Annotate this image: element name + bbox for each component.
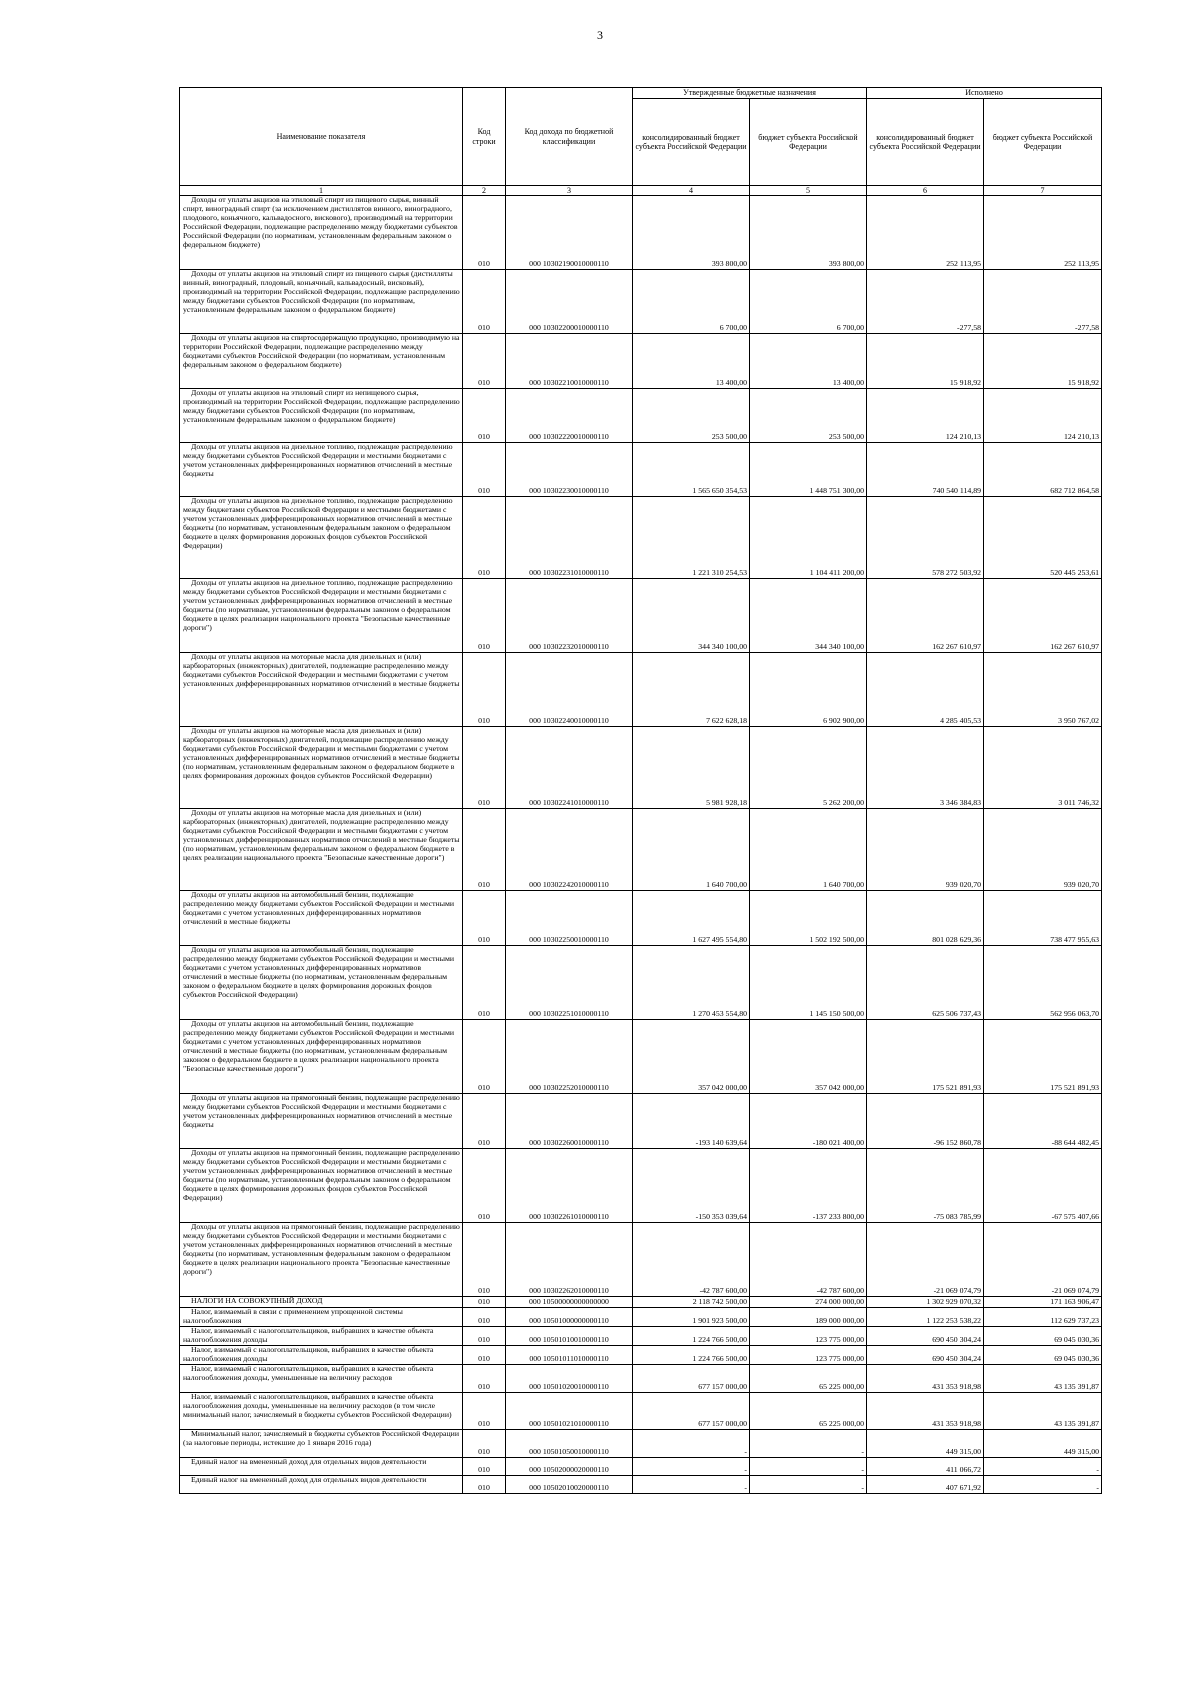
line-code-cell: 010 [463, 1458, 506, 1476]
kbk-cell: 000 10302190010000110 [506, 196, 633, 270]
line-code-cell: 010 [463, 809, 506, 891]
table-row [180, 1094, 1102, 1149]
executed-consolidated-cell: 175 521 891,93 [867, 1020, 984, 1094]
indicator-name-cell [180, 1346, 463, 1365]
table-row [180, 443, 1102, 497]
indicator-name-cell [180, 497, 463, 579]
kbk-cell: 000 10302260010000110 [506, 1094, 633, 1149]
approved-consolidated-cell: 13 400,00 [633, 334, 750, 389]
table-row [180, 270, 1102, 334]
indicator-name-cell [180, 1297, 463, 1308]
page-number: 3 [597, 28, 603, 42]
kbk-cell: 000 10302220010000110 [506, 389, 633, 443]
executed-subject-cell: 162 267 610,97 [984, 579, 1102, 653]
indicator-name-cell [180, 1458, 463, 1476]
approved-consolidated-cell: 1 627 495 554,80 [633, 891, 750, 946]
executed-consolidated-cell: 431 353 918,98 [867, 1365, 984, 1393]
indicator-name: Налог, взимаемый с налогоплательщиков, выбравших в качестве объекта налогообложения доходы, уменьшенные на величину расходов [183, 1364, 434, 1383]
table-row [180, 1149, 1102, 1223]
kbk-cell: 000 10502000020000110 [506, 1458, 633, 1476]
executed-consolidated-cell: 124 210,13 [867, 389, 984, 443]
indicator-name: Доходы от уплаты акцизов на этиловый спирт из непищевого сырья, производимый на территории Российской Федерации, подлежащие распределению между бюджетами субъектов Российской Федерации (по нормативам, установленным федеральным законом о федеральном бюджете) [183, 388, 460, 425]
indicator-name: Налог, взимаемый с налогоплательщиков, выбравших в качестве объекта налогообложения доходы [183, 1345, 434, 1364]
line-code-cell: 010 [463, 1346, 506, 1365]
executed-subject-cell: 175 521 891,93 [984, 1020, 1102, 1094]
column-number: 5 [750, 186, 867, 196]
executed-subject-cell: - [984, 1476, 1102, 1494]
executed-subject-cell: 15 918,92 [984, 334, 1102, 389]
approved-consolidated-cell: 1 565 650 354,53 [633, 443, 750, 497]
executed-consolidated-cell: 15 918,92 [867, 334, 984, 389]
executed-subject-cell: 112 629 737,23 [984, 1308, 1102, 1327]
column-number: 1 [180, 186, 463, 196]
indicator-name-cell [180, 1393, 463, 1430]
column-number: 3 [506, 186, 633, 196]
approved-consolidated-cell: -42 787 600,00 [633, 1223, 750, 1297]
line-code-cell: 010 [463, 727, 506, 809]
executed-subject-cell: 252 113,95 [984, 196, 1102, 270]
executed-consolidated-cell: 252 113,95 [867, 196, 984, 270]
line-code-cell: 010 [463, 443, 506, 497]
indicator-name: Налог, взимаемый в связи с применением упрощенной системы налогообложения [183, 1307, 403, 1326]
line-code-cell: 010 [463, 270, 506, 334]
indicator-name: Доходы от уплаты акцизов на автомобильный бензин, подлежащие распределению между бюджетами субъектов Российской Федерации и местными бюджетами с учетом установленных дифференцированных нормативов отчислений в местные бюджеты (по нормативам, установленным федеральным законом о федеральном бюджете в целях реализации национального проекта "Безопасные качественные дороги") [183, 1019, 455, 1073]
executed-subject-cell: 43 135 391,87 [984, 1365, 1102, 1393]
table-row [180, 497, 1102, 579]
approved-consolidated-cell: 6 700,00 [633, 270, 750, 334]
indicator-name-cell [180, 946, 463, 1020]
approved-consolidated-cell: - [633, 1430, 750, 1458]
approved-subject-cell: 65 225 000,00 [750, 1393, 867, 1430]
table-row [180, 1365, 1102, 1393]
table-row [180, 389, 1102, 443]
column-number: 2 [463, 186, 506, 196]
kbk-cell: 000 10501021010000110 [506, 1393, 633, 1430]
approved-subject-cell: 1 145 150 500,00 [750, 946, 867, 1020]
line-code-cell: 010 [463, 1430, 506, 1458]
approved-subject-cell: 123 775 000,00 [750, 1327, 867, 1346]
kbk-cell: 000 10302240010000110 [506, 653, 633, 727]
kbk-cell: 000 10302250010000110 [506, 891, 633, 946]
indicator-name-cell [180, 579, 463, 653]
table-row [180, 1308, 1102, 1327]
header-executed-group: Исполнено [867, 88, 1102, 99]
kbk-cell: 000 10302262010000110 [506, 1223, 633, 1297]
kbk-cell: 000 10302210010000110 [506, 334, 633, 389]
header-approved-subject: бюджет субъекта Российской Федерации [750, 99, 867, 186]
executed-consolidated-cell: 690 450 304,24 [867, 1327, 984, 1346]
executed-consolidated-cell: 1 122 253 538,22 [867, 1308, 984, 1327]
approved-subject-cell: -180 021 400,00 [750, 1094, 867, 1149]
indicator-name-cell [180, 443, 463, 497]
executed-consolidated-cell: 1 302 929 070,32 [867, 1297, 984, 1308]
indicator-name: Доходы от уплаты акцизов на моторные масла для дизельных и (или) карбюраторных (инжекторных) двигателей, подлежащие распределению между бюджетами субъектов Российской Федерации и местными бюджетами с учетом установленных дифференцированных нормативов отчислений в местные бюджеты [183, 652, 460, 689]
kbk-cell: 000 10501050010000110 [506, 1430, 633, 1458]
budget-execution-table [179, 87, 1102, 1494]
approved-consolidated-cell: 5 981 928,18 [633, 727, 750, 809]
header-name: Наименование показателя [180, 88, 463, 186]
executed-subject-cell: 3 011 746,32 [984, 727, 1102, 809]
executed-subject-cell: 738 477 955,63 [984, 891, 1102, 946]
approved-consolidated-cell: 253 500,00 [633, 389, 750, 443]
column-number: 7 [984, 186, 1102, 196]
indicator-name: Минимальный налог, зачисляемый в бюджеты субъектов Российской Федерации (за налоговые периоды, истекшие до 1 января 2016 года) [183, 1429, 460, 1448]
table-row [180, 1430, 1102, 1458]
approved-consolidated-cell: 344 340 100,00 [633, 579, 750, 653]
approved-consolidated-cell: 393 800,00 [633, 196, 750, 270]
line-code-cell: 010 [463, 891, 506, 946]
line-code-cell: 010 [463, 946, 506, 1020]
approved-subject-cell: 1 502 192 500,00 [750, 891, 867, 946]
line-code-cell: 010 [463, 1223, 506, 1297]
approved-consolidated-cell: 1 224 766 500,00 [633, 1346, 750, 1365]
kbk-cell: 000 10302230010000110 [506, 443, 633, 497]
approved-consolidated-cell: 1 270 453 554,80 [633, 946, 750, 1020]
executed-consolidated-cell: -96 152 860,78 [867, 1094, 984, 1149]
line-code-cell: 010 [463, 1393, 506, 1430]
executed-consolidated-cell: 411 066,72 [867, 1458, 984, 1476]
table-row [180, 1476, 1102, 1494]
indicator-name: Налог, взимаемый с налогоплательщиков, выбравших в качестве объекта налогообложения доходы, уменьшенные на величину расходов (в том числе минимальный налог, зачисляемый в бюджеты субъектов Российской Федерации) [183, 1392, 452, 1420]
indicator-name-cell [180, 334, 463, 389]
indicator-name-cell [180, 891, 463, 946]
kbk-cell: 000 10302200010000110 [506, 270, 633, 334]
header-approved-consolidated: консолидированный бюджет субъекта Российской Федерации [633, 99, 750, 186]
line-code-cell: 010 [463, 1327, 506, 1346]
approved-subject-cell: 357 042 000,00 [750, 1020, 867, 1094]
executed-consolidated-cell: -75 083 785,99 [867, 1149, 984, 1223]
executed-subject-cell: 520 445 253,61 [984, 497, 1102, 579]
approved-consolidated-cell: 1 221 310 254,53 [633, 497, 750, 579]
executed-consolidated-cell: 449 315,00 [867, 1430, 984, 1458]
indicator-name: Единый налог на вмененный доход для отдельных видов деятельности [191, 1457, 427, 1467]
line-code-cell: 010 [463, 1365, 506, 1393]
approved-subject-cell: - [750, 1458, 867, 1476]
indicator-name: Доходы от уплаты акцизов на моторные масла для дизельных и (или) карбюраторных (инжекторных) двигателей, подлежащие распределению между бюджетами субъектов Российской Федерации и местными бюджетами с учетом установленных дифференцированных нормативов отчислений в местные бюджеты (по нормативам, установленным федеральным законом о федеральном бюджете в целях формирования дорожных фондов субъектов Российской Федерации) [183, 726, 460, 780]
executed-consolidated-cell: 939 020,70 [867, 809, 984, 891]
approved-subject-cell: 189 000 000,00 [750, 1308, 867, 1327]
approved-subject-cell: - [750, 1476, 867, 1494]
header-executed-consolidated: консолидированный бюджет субъекта Российской Федерации [867, 99, 984, 186]
executed-consolidated-cell: 578 272 503,92 [867, 497, 984, 579]
line-code-cell: 010 [463, 1297, 506, 1308]
kbk-cell: 000 10501010010000110 [506, 1327, 633, 1346]
indicator-name: Доходы от уплаты акцизов на этиловый спирт из пищевого сырья, винный спирт, виноградный спирт (за исключением дистиллятов винного, виноградного, плодового, коньячного, кальвадосного, вискового), производимый на территории Российской Федерации, подлежащие распределению между бюджетами субъектов Российской Федерации (по нормативам, установленным федеральным законом о федеральном бюджете) [183, 195, 458, 249]
indicator-name-cell [180, 727, 463, 809]
approved-consolidated-cell: 1 901 923 500,00 [633, 1308, 750, 1327]
kbk-cell: 000 10501011010000110 [506, 1346, 633, 1365]
table-row [180, 1327, 1102, 1346]
executed-subject-cell: -88 644 482,45 [984, 1094, 1102, 1149]
approved-subject-cell: -42 787 600,00 [750, 1223, 867, 1297]
kbk-cell: 000 10502010020000110 [506, 1476, 633, 1494]
indicator-name: Единый налог на вмененный доход для отдельных видов деятельности [191, 1475, 427, 1485]
table-row [180, 891, 1102, 946]
header-line-code: Код строки [463, 88, 506, 186]
table-row [180, 1020, 1102, 1094]
executed-subject-cell: 69 045 030,36 [984, 1346, 1102, 1365]
executed-subject-cell: 682 712 864,58 [984, 443, 1102, 497]
indicator-name: Доходы от уплаты акцизов на дизельное топливо, подлежащие распределению между бюджетами субъектов Российской Федерации и местными бюджетами с учетом установленных дифференцированных нормативов отчислений в местные бюджеты (по нормативам, установленным федеральным законом о федеральном бюджете в целях реализации национального проекта "Безопасные качественные дороги") [183, 578, 453, 632]
indicator-name-cell [180, 1094, 463, 1149]
executed-consolidated-cell: -277,58 [867, 270, 984, 334]
indicator-name: НАЛОГИ НА СОВОКУПНЫЙ ДОХОД [191, 1296, 323, 1306]
approved-consolidated-cell: - [633, 1476, 750, 1494]
approved-subject-cell: 65 225 000,00 [750, 1365, 867, 1393]
executed-subject-cell: 939 020,70 [984, 809, 1102, 891]
approved-subject-cell: 1 640 700,00 [750, 809, 867, 891]
approved-consolidated-cell: 677 157 000,00 [633, 1393, 750, 1430]
executed-consolidated-cell: 690 450 304,24 [867, 1346, 984, 1365]
executed-consolidated-cell: 801 028 629,36 [867, 891, 984, 946]
approved-subject-cell: 274 000 000,00 [750, 1297, 867, 1308]
approved-subject-cell: - [750, 1430, 867, 1458]
kbk-cell: 000 10302232010000110 [506, 579, 633, 653]
executed-subject-cell: - [984, 1458, 1102, 1476]
approved-subject-cell: 253 500,00 [750, 389, 867, 443]
indicator-name-cell [180, 270, 463, 334]
approved-subject-cell: 5 262 200,00 [750, 727, 867, 809]
indicator-name-cell [180, 809, 463, 891]
executed-subject-cell: 3 950 767,02 [984, 653, 1102, 727]
line-code-cell: 010 [463, 653, 506, 727]
indicator-name: Доходы от уплаты акцизов на автомобильный бензин, подлежащие распределению между бюджетами субъектов Российской Федерации и местными бюджетами с учетом установленных дифференцированных нормативов отчислений в местные бюджеты [183, 890, 455, 927]
indicator-name-cell [180, 653, 463, 727]
indicator-name-cell [180, 1430, 463, 1458]
line-code-cell: 010 [463, 1020, 506, 1094]
line-code-cell: 010 [463, 1094, 506, 1149]
column-number-row [180, 186, 1102, 196]
kbk-cell: 000 10302242010000110 [506, 809, 633, 891]
executed-subject-cell: 69 045 030,36 [984, 1327, 1102, 1346]
indicator-name-cell [180, 1327, 463, 1346]
indicator-name: Доходы от уплаты акцизов на прямогонный бензин, подлежащие распределению между бюджетами субъектов Российской Федерации и местными бюджетами с учетом установленных дифференцированных нормативов отчислений в местные бюджеты [183, 1093, 460, 1130]
indicator-name: Налог, взимаемый с налогоплательщиков, выбравших в качестве объекта налогообложения доходы [183, 1326, 434, 1345]
table-body [180, 196, 1102, 1494]
line-code-cell: 010 [463, 334, 506, 389]
line-code-cell: 010 [463, 1308, 506, 1327]
approved-subject-cell: 123 775 000,00 [750, 1346, 867, 1365]
executed-subject-cell: -277,58 [984, 270, 1102, 334]
approved-consolidated-cell: 1 640 700,00 [633, 809, 750, 891]
table-row [180, 1393, 1102, 1430]
indicator-name: Доходы от уплаты акцизов на дизельное топливо, подлежащие распределению между бюджетами субъектов Российской Федерации и местными бюджетами с учетом установленных дифференцированных нормативов отчислений в местные бюджеты (по нормативам, установленным федеральным законом о федеральном бюджете в целях формирования дорожных фондов субъектов Российской Федерации) [183, 496, 453, 550]
indicator-name: Доходы от уплаты акцизов на дизельное топливо, подлежащие распределению между бюджетами субъектов Российской Федерации и местными бюджетами с учетом установленных дифференцированных нормативов отчислений в местные бюджеты [183, 442, 453, 479]
kbk-cell: 000 10500000000000000 [506, 1297, 633, 1308]
table-row [180, 1458, 1102, 1476]
approved-subject-cell: 6 902 900,00 [750, 653, 867, 727]
approved-consolidated-cell: 2 118 742 500,00 [633, 1297, 750, 1308]
kbk-cell: 000 10302252010000110 [506, 1020, 633, 1094]
table-row [180, 809, 1102, 891]
approved-subject-cell: -137 233 800,00 [750, 1149, 867, 1223]
approved-consolidated-cell: 677 157 000,00 [633, 1365, 750, 1393]
indicator-name: Доходы от уплаты акцизов на автомобильный бензин, подлежащие распределению между бюджетами субъектов Российской Федерации и местными бюджетами с учетом установленных дифференцированных нормативов отчислений в местные бюджеты (по нормативам, установленным федеральным законом о федеральном бюджете в целях формирования дорожных фондов субъектов Российской Федерации) [183, 945, 455, 999]
indicator-name: Доходы от уплаты акцизов на моторные масла для дизельных и (или) карбюраторных (инжекторных) двигателей, подлежащие распределению между бюджетами субъектов Российской Федерации и местными бюджетами с учетом установленных дифференцированных нормативов отчислений в местные бюджеты (по нормативам, установленным федеральным законом о федеральном бюджете в целях реализации национального проекта "Безопасные качественные дороги") [183, 808, 460, 862]
table-row [180, 579, 1102, 653]
approved-subject-cell: 393 800,00 [750, 196, 867, 270]
line-code-cell: 010 [463, 579, 506, 653]
executed-subject-cell: 43 135 391,87 [984, 1393, 1102, 1430]
kbk-cell: 000 10302241010000110 [506, 727, 633, 809]
kbk-cell: 000 10302261010000110 [506, 1149, 633, 1223]
approved-subject-cell: 13 400,00 [750, 334, 867, 389]
line-code-cell: 010 [463, 1476, 506, 1494]
executed-subject-cell: 171 163 906,47 [984, 1297, 1102, 1308]
indicator-name-cell [180, 389, 463, 443]
approved-consolidated-cell: -150 353 039,64 [633, 1149, 750, 1223]
table-row [180, 946, 1102, 1020]
indicator-name-cell [180, 1149, 463, 1223]
approved-consolidated-cell: 1 224 766 500,00 [633, 1327, 750, 1346]
executed-subject-cell: -21 069 074,79 [984, 1223, 1102, 1297]
approved-consolidated-cell: 357 042 000,00 [633, 1020, 750, 1094]
kbk-cell: 000 10501000000000110 [506, 1308, 633, 1327]
executed-subject-cell: -67 575 407,66 [984, 1149, 1102, 1223]
column-number: 6 [867, 186, 984, 196]
indicator-name-cell [180, 196, 463, 270]
line-code-cell: 010 [463, 1149, 506, 1223]
line-code-cell: 010 [463, 196, 506, 270]
approved-subject-cell: 6 700,00 [750, 270, 867, 334]
executed-subject-cell: 562 956 063,70 [984, 946, 1102, 1020]
indicator-name: Доходы от уплаты акцизов на прямогонный бензин, подлежащие распределению между бюджетами субъектов Российской Федерации и местными бюджетами с учетом установленных дифференцированных нормативов отчислений в местные бюджеты (по нормативам, установленным федеральным законом о федеральном бюджете в целях формирования дорожных фондов субъектов Российской Федерации) [183, 1148, 460, 1202]
table-row [180, 1297, 1102, 1308]
header-kbk: Код дохода по бюджетной классификации [506, 88, 633, 186]
approved-consolidated-cell: - [633, 1458, 750, 1476]
executed-subject-cell: 449 315,00 [984, 1430, 1102, 1458]
table-row [180, 1346, 1102, 1365]
executed-consolidated-cell: 162 267 610,97 [867, 579, 984, 653]
indicator-name: Доходы от уплаты акцизов на спиртосодержащую продукцию, производимую на территории Российской Федерации, подлежащие распределению между бюджетами субъектов Российской Федерации (по нормативам, установленным федеральным законом о федеральном бюджете) [183, 333, 460, 370]
executed-consolidated-cell: 407 671,92 [867, 1476, 984, 1494]
kbk-cell: 000 10302251010000110 [506, 946, 633, 1020]
executed-subject-cell: 124 210,13 [984, 389, 1102, 443]
approved-consolidated-cell: -193 140 639,64 [633, 1094, 750, 1149]
kbk-cell: 000 10501020010000110 [506, 1365, 633, 1393]
indicator-name: Доходы от уплаты акцизов на прямогонный бензин, подлежащие распределению между бюджетами субъектов Российской Федерации и местными бюджетами с учетом установленных дифференцированных нормативов отчислений в местные бюджеты (по нормативам, установленным федеральным законом о федеральном бюджете в целях реализации национального проекта "Безопасные качественные дороги") [183, 1222, 460, 1276]
approved-subject-cell: 1 104 411 200,00 [750, 497, 867, 579]
approved-subject-cell: 344 340 100,00 [750, 579, 867, 653]
indicator-name-cell [180, 1308, 463, 1327]
approved-subject-cell: 1 448 751 300,00 [750, 443, 867, 497]
executed-consolidated-cell: -21 069 074,79 [867, 1223, 984, 1297]
header-executed-subject: бюджет субъекта Российской Федерации [984, 99, 1102, 186]
line-code-cell: 010 [463, 389, 506, 443]
table-row [180, 334, 1102, 389]
indicator-name: Доходы от уплаты акцизов на этиловый спирт из пищевого сырья (дистилляты винный, виноградный, плодовый, коньячный, кальвадосный, висковый), производимый на территории Российской Федерации, подлежащие распределению между бюджетами субъектов Российской Федерации (по нормативам, установленным федеральным законом о федеральном бюджете) [183, 269, 460, 314]
executed-consolidated-cell: 625 506 737,43 [867, 946, 984, 1020]
executed-consolidated-cell: 740 540 114,89 [867, 443, 984, 497]
indicator-name-cell [180, 1020, 463, 1094]
table-row [180, 653, 1102, 727]
indicator-name-cell [180, 1223, 463, 1297]
line-code-cell: 010 [463, 497, 506, 579]
table-row [180, 1223, 1102, 1297]
table-row [180, 196, 1102, 270]
approved-consolidated-cell: 7 622 628,18 [633, 653, 750, 727]
header-approved-group: Утвержденные бюджетные назначения [633, 88, 867, 99]
table-row [180, 727, 1102, 809]
indicator-name-cell [180, 1476, 463, 1494]
executed-consolidated-cell: 4 285 405,53 [867, 653, 984, 727]
executed-consolidated-cell: 3 346 384,83 [867, 727, 984, 809]
kbk-cell: 000 10302231010000110 [506, 497, 633, 579]
indicator-name-cell [180, 1365, 463, 1393]
column-number: 4 [633, 186, 750, 196]
executed-consolidated-cell: 431 353 918,98 [867, 1393, 984, 1430]
